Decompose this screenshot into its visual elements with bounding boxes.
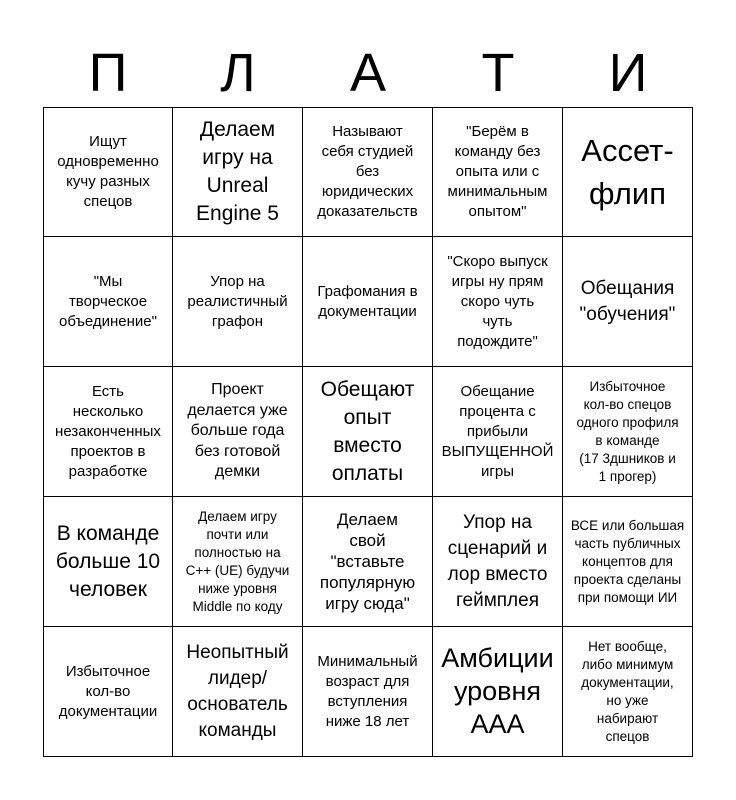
bingo-cell-r1-c2[interactable] (173, 107, 303, 237)
bingo-cell-text: Неопытный лидер/ основатель команды (186, 641, 289, 741)
bingo-cell-r3-c1[interactable] (43, 367, 173, 497)
bingo-cell-text: Делаем игру почти или полностью на C++ (UE) будучи ниже уровня Middle по коду (185, 508, 290, 614)
bingo-cell-r5-c4[interactable] (433, 627, 563, 757)
bingo-cell-text: Минимальный возраст для вступления ниже 18 лет (317, 652, 418, 730)
bingo-cell-text: Нет вообще, либо минимум документации, но уже набирают спецов (581, 638, 674, 744)
bingo-cell-r1-c3[interactable] (303, 107, 433, 237)
bingo-cell-text: Ассет- флип (581, 133, 674, 211)
bingo-cell-text: Избыточное кол-во документации (58, 662, 158, 720)
bingo-cell-r5-c2[interactable] (173, 627, 303, 757)
bingo-cell-r4-c4[interactable] (433, 497, 563, 627)
bingo-cell-text: "Мы творческое объединение" (59, 272, 157, 330)
bingo-cell-r4-c2[interactable] (173, 497, 303, 627)
bingo-cell-r4-c3[interactable] (303, 497, 433, 627)
bingo-cell-text: Обещания "обучения" (579, 277, 676, 325)
bingo-cell-text: "Берём в команду без опыта или с минимальным опытом" (447, 123, 548, 220)
header-letter-5: И (608, 43, 648, 103)
bingo-cell-r3-c2[interactable] (173, 367, 303, 497)
bingo-cell-text: Ищут одновременно кучу разных спецов (57, 133, 159, 210)
bingo-cell-r4-c5[interactable] (563, 497, 693, 627)
bingo-cell-text: Есть несколько незаконченных проектов в разработке (55, 382, 161, 480)
bingo-cell-text: Обещание процента с прибыли ВЫПУЩЕННОЙ игры (441, 382, 554, 480)
bingo-cell-r5-c3[interactable] (303, 627, 433, 757)
bingo-cell-text: "Скоро выпуск игры ну прям скоро чуть чуть подождите" (447, 252, 548, 350)
bingo-cell-r3-c3[interactable] (303, 367, 433, 497)
bingo-cell-r3-c4[interactable] (433, 367, 563, 497)
bingo-cell-r2-c5[interactable] (563, 237, 693, 367)
bingo-grid (43, 107, 693, 757)
bingo-cell-r1-c1[interactable] (43, 107, 173, 237)
bingo-cell-r1-c4[interactable] (433, 107, 563, 237)
bingo-cell-text: Графомания в документации (317, 282, 418, 320)
bingo-cell-text: Называют себя студией без юридических доказательств (317, 123, 418, 220)
bingo-cell-r2-c2[interactable] (173, 237, 303, 367)
bingo-cell-text: Делаем игру на Unreal Engine 5 (196, 118, 279, 225)
bingo-cell-text: Избыточное кол-во спецов одного профиля в команде (17 3дшников и 1 прогер) (576, 378, 679, 484)
bingo-cell-r5-c5[interactable] (563, 627, 693, 757)
bingo-cell-text: Упор на сценарий и лор вместо геймплея (447, 511, 548, 611)
bingo-cell-r3-c5[interactable] (563, 367, 693, 497)
header-letter-2: Л (220, 43, 256, 103)
bingo-cell-r2-c3[interactable] (303, 237, 433, 367)
header-letter-3: А (349, 43, 387, 103)
bingo-header (43, 42, 693, 104)
bingo-cell-r2-c1[interactable] (43, 237, 173, 367)
bingo-cell-text: ВСЕ или большая часть публичных концептов для проекта сделаны при помощи ИИ (570, 517, 685, 605)
bingo-cell-r2-c4[interactable] (433, 237, 563, 367)
bingo-cell-r5-c1[interactable] (43, 627, 173, 757)
bingo-cell-r4-c1[interactable] (43, 497, 173, 627)
bingo-cell-text: Обещают опыт вместо оплаты (320, 377, 415, 485)
bingo-cell-text: Упор на реалистичный графон (187, 272, 288, 330)
bingo-cell-text: Амбиции уровня ААА (441, 643, 554, 739)
header-letter-4: Т (481, 43, 515, 103)
bingo-cell-text: Делаем свой "вставьте популярную игру сюда" (319, 510, 416, 613)
header-letter-1: П (88, 43, 128, 103)
bingo-cell-text: В команде больше 10 человек (55, 521, 161, 601)
bingo-cell-text: Проект делается уже больше года без готовой демки (187, 381, 288, 481)
bingo-cell-r1-c5[interactable] (563, 107, 693, 237)
